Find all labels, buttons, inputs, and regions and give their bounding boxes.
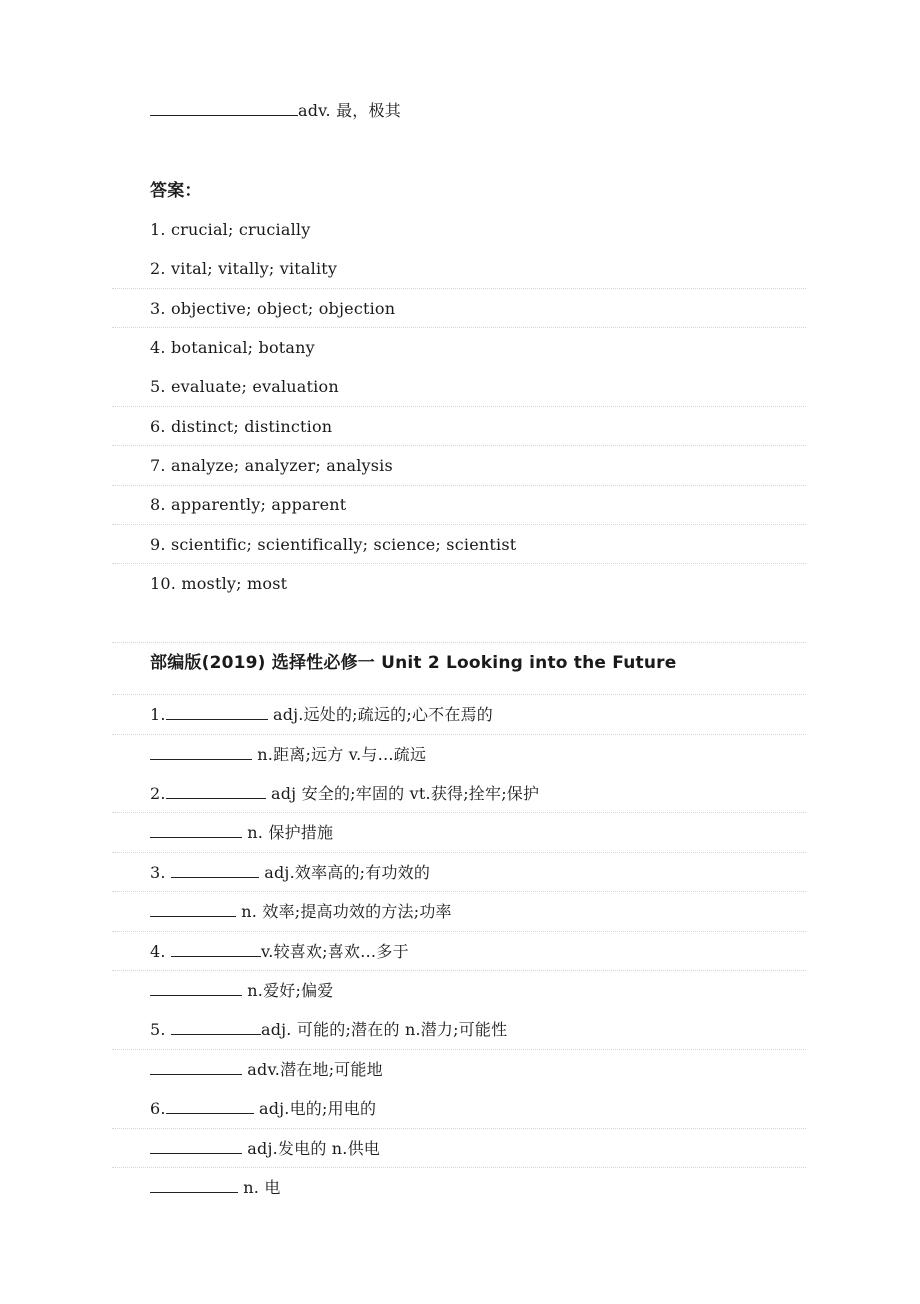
vocab-row bbox=[150, 1059, 383, 1081]
dotted-rule bbox=[112, 288, 806, 289]
dotted-rule bbox=[112, 406, 806, 407]
fill-blank bbox=[166, 704, 268, 720]
vocab-row bbox=[150, 1177, 281, 1199]
vocab-definition: n.爱好;偏爱 bbox=[242, 981, 334, 1000]
dotted-rule bbox=[112, 524, 806, 525]
vocab-row bbox=[150, 901, 452, 923]
vocab-definition: adj. 可能的;潜在的 n.潜力;可能性 bbox=[260, 1020, 508, 1039]
vocab-definition: n. 效率;提高功效的方法;功率 bbox=[236, 902, 452, 921]
vocab-row bbox=[150, 783, 539, 805]
row-number: 1. bbox=[150, 705, 166, 724]
dotted-rule bbox=[112, 734, 806, 735]
answer-item: 1. crucial; crucially bbox=[150, 220, 311, 239]
dotted-rule bbox=[112, 485, 806, 486]
vocab-definition: adj.电的;用电的 bbox=[253, 1099, 377, 1118]
vocab-row bbox=[150, 744, 426, 766]
fill-blank bbox=[150, 980, 242, 996]
fill-blank bbox=[150, 1177, 238, 1193]
vocab-definition: n. 电 bbox=[238, 1178, 281, 1197]
dotted-rule bbox=[112, 1167, 806, 1168]
vocab-definition: n.距离;远方 v.与…疏远 bbox=[252, 745, 427, 764]
vocab-definition: adv. 最，极其 bbox=[298, 101, 401, 120]
fill-blank bbox=[150, 744, 252, 760]
fill-blank bbox=[166, 1098, 254, 1114]
dotted-rule bbox=[112, 852, 806, 853]
vocab-definition: n. 保护措施 bbox=[242, 823, 334, 842]
dotted-rule bbox=[112, 327, 806, 328]
vocab-row bbox=[150, 1138, 380, 1160]
vocab-row bbox=[150, 1098, 376, 1120]
vocab-row bbox=[150, 1019, 507, 1041]
dotted-rule bbox=[112, 694, 806, 695]
dotted-rule bbox=[112, 1128, 806, 1129]
dotted-rule bbox=[112, 812, 806, 813]
fill-blank bbox=[150, 901, 236, 917]
fill-blank bbox=[171, 941, 261, 957]
answer-item: 6. distinct; distinction bbox=[150, 417, 333, 436]
answer-item: 4. botanical; botany bbox=[150, 338, 315, 357]
answer-item: 9. scientific; scientifically; science; scientist bbox=[150, 535, 517, 554]
vocab-line-adv bbox=[150, 100, 401, 122]
row-number: 4. bbox=[150, 942, 171, 961]
answer-item: 3. objective; object; objection bbox=[150, 299, 396, 318]
dotted-rule bbox=[112, 970, 806, 971]
fill-blank bbox=[171, 862, 259, 878]
dotted-rule bbox=[112, 642, 806, 643]
answer-item: 2. vital; vitally; vitality bbox=[150, 259, 338, 278]
unit-heading: 部编版(2019) 选择性必修一 Unit 2 Looking into the Future bbox=[150, 653, 677, 673]
row-number: 2. bbox=[150, 784, 166, 803]
answer-item: 10. mostly; most bbox=[150, 574, 288, 593]
fill-blank bbox=[171, 1019, 261, 1035]
fill-blank bbox=[150, 100, 298, 116]
fill-blank bbox=[150, 822, 242, 838]
row-number: 5. bbox=[150, 1020, 171, 1039]
row-number: 3. bbox=[150, 863, 171, 882]
vocab-row bbox=[150, 862, 430, 884]
fill-blank bbox=[166, 783, 266, 799]
vocab-row bbox=[150, 980, 333, 1002]
vocab-definition: adj.发电的 n.供电 bbox=[242, 1139, 380, 1158]
dotted-rule bbox=[112, 931, 806, 932]
answers-heading: 答案： bbox=[150, 181, 202, 201]
answer-item: 5. evaluate; evaluation bbox=[150, 377, 339, 396]
vocab-definition: adj.远处的;疏远的;心不在焉的 bbox=[267, 705, 493, 724]
fill-blank bbox=[150, 1059, 242, 1075]
vocab-definition: adv.潜在地;可能地 bbox=[242, 1060, 383, 1079]
vocab-definition: adj.效率高的;有功效的 bbox=[258, 863, 431, 882]
answer-item: 8. apparently; apparent bbox=[150, 495, 347, 514]
vocab-row bbox=[150, 704, 493, 726]
vocab-row bbox=[150, 941, 409, 963]
dotted-rule bbox=[112, 891, 806, 892]
answer-item: 7. analyze; analyzer; analysis bbox=[150, 456, 393, 475]
dotted-rule bbox=[112, 1049, 806, 1050]
dotted-rule bbox=[112, 445, 806, 446]
vocab-row bbox=[150, 822, 333, 844]
vocab-definition: v.较喜欢;喜欢…多于 bbox=[260, 942, 409, 961]
dotted-rule bbox=[112, 563, 806, 564]
vocab-definition: adj 安全的;牢固的 vt.获得;拴牢;保护 bbox=[265, 784, 540, 803]
row-number: 6. bbox=[150, 1099, 166, 1118]
fill-blank bbox=[150, 1138, 242, 1154]
